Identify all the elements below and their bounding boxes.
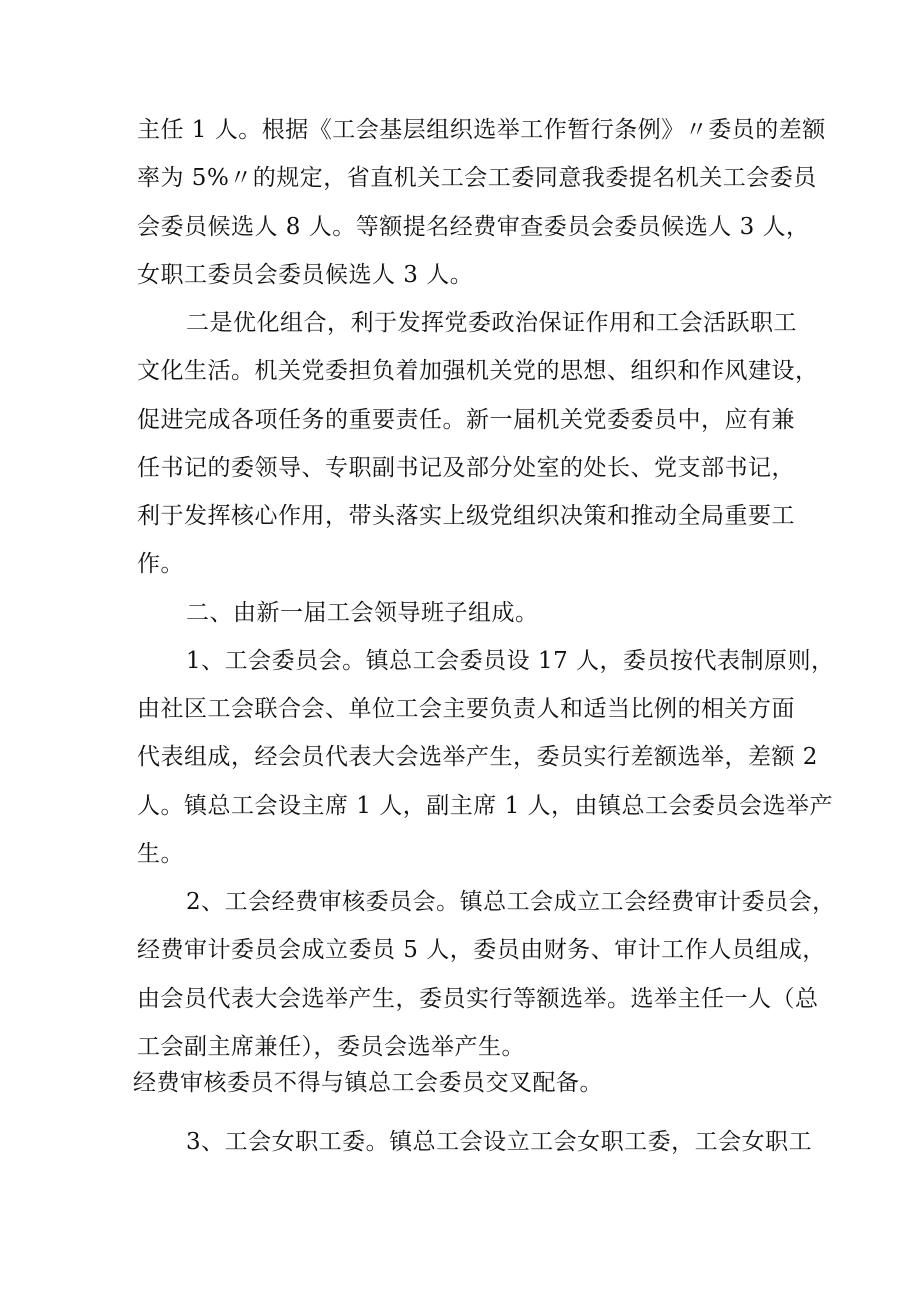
paragraph-first-line: 2、工会经费审核委员会。镇总工会成立工会经费审计委员会， xyxy=(186,889,836,915)
text-line: 作。 xyxy=(137,551,184,577)
text-line: 代表组成，经会员代表大会选举产生，委员实行差额选举，差额 2 xyxy=(137,744,818,770)
text-line: 工会副主席兼任），委员会选举产生。 xyxy=(137,1034,525,1060)
text-line: 主任 1 人。根据《工会基层组织选举工作暂行条例》〃委员的差额 xyxy=(137,117,826,143)
section-heading: 二、由新一届工会领导班子组成。 xyxy=(186,600,539,626)
text-line: 女职工委员会委员候选人 3 人。 xyxy=(137,262,474,288)
text-line: 由会员代表大会选举产生，委员实行等额选举。选举主任一人（总 xyxy=(137,986,819,1012)
paragraph-first-line: 3、工会女职工委。镇总工会设立工会女职工委，工会女职工 xyxy=(186,1129,813,1155)
text-line: 任书记的委领导、专职副书记及部分处室的处长、党支部书记， xyxy=(137,455,795,481)
text-line: 生。 xyxy=(137,841,184,867)
text-line: 促进完成各项任务的重要责任。新一届机关党委委员中，应有兼 xyxy=(137,407,795,433)
text-line: 率为 5%〃的规定，省直机关工会工委同意我委提名机关工会委员 xyxy=(137,165,817,191)
text-line: 经费审计委员会成立委员 5 人，委员由财务、审计工作人员组成， xyxy=(137,937,826,963)
paragraph-first-line: 1、工会委员会。镇总工会委员设 17 人，委员按代表制原则， xyxy=(186,648,835,674)
text-line: 会委员候选人 8 人。等额提名经费审查委员会委员候选人 3 人， xyxy=(137,214,810,240)
text-line: 人。镇总工会设主席 1 人，副主席 1 人，由镇总工会委员会选举产 xyxy=(137,793,834,819)
text-line: 文化生活。机关党委担负着加强机关党的思想、组织和作风建设， xyxy=(137,358,819,384)
paragraph-first-line: 二是优化组合，利于发挥党委政治保证作用和工会活跃职工 xyxy=(186,310,797,336)
text-line: 经费审核委员不得与镇总工会委员交叉配备。 xyxy=(133,1070,603,1096)
text-line: 利于发挥核心作用，带头落实上级党组织决策和推动全局重要工 xyxy=(137,503,795,529)
text-line: 由社区工会联合会、单位工会主要负责人和适当比例的相关方面 xyxy=(137,696,795,722)
